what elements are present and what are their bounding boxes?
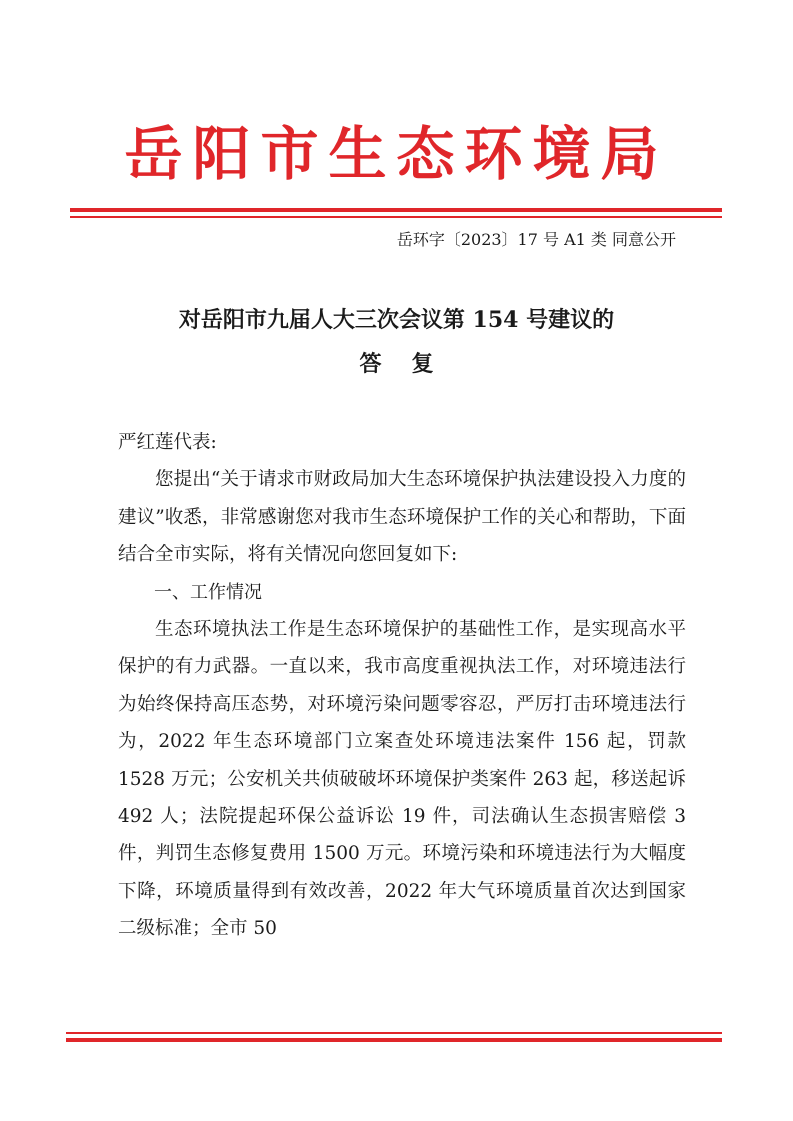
paragraph-work-status: 生态环境执法工作是生态环境保护的基础性工作，是实现高水平保护的有力武器。一直以来，我市高度重视执法工作，对环境违法行为始终保持高压态势，对环境污染问题零容忍，严厉打击环境违法行为，2022 年生态环境部门立案查处环境违法案件 156 起，罚款 1528 万元；公安机关共侦破破坏环境保护类案件 263 起，移送起诉 492 人；法院提起环保公益诉讼 19 件，司法确认生态损害赔偿 3 件，判罚生态修复费用 1500 万元。环境污染和环境违法行为大幅度下降，环境质量得到有效改善，2022 年大气环境质量首次达到国家二级标准；全市 50 bbox=[118, 619, 686, 940]
salutation: 严红莲代表: bbox=[118, 432, 217, 453]
masthead-title: 岳阳市生态环境局 bbox=[124, 120, 669, 188]
document-title-line1: 对岳阳市九届人大三次会议第 154 号建议的 bbox=[178, 307, 615, 333]
masthead-rule-thick bbox=[70, 208, 722, 212]
paragraph-intro: 您提出“关于请求市财政局加大生态环境保护执法建设投入力度的建议”收悉，非常感谢您对我市生态环境保护工作的关心和帮助，下面结合全市实际，将有关情况向您回复如下: bbox=[118, 469, 686, 566]
footer-rule-thick bbox=[66, 1038, 722, 1042]
footer-rule-thin bbox=[66, 1032, 722, 1034]
masthead-rule-thin bbox=[70, 216, 722, 218]
document-title-line2: 答复 bbox=[359, 351, 464, 377]
section-heading-work-status: 一、工作情况 bbox=[154, 581, 262, 603]
document-number: 岳环字〔2023〕17 号 A1 类 同意公开 bbox=[396, 230, 676, 249]
document-body bbox=[118, 424, 686, 948]
document-title bbox=[0, 298, 793, 386]
